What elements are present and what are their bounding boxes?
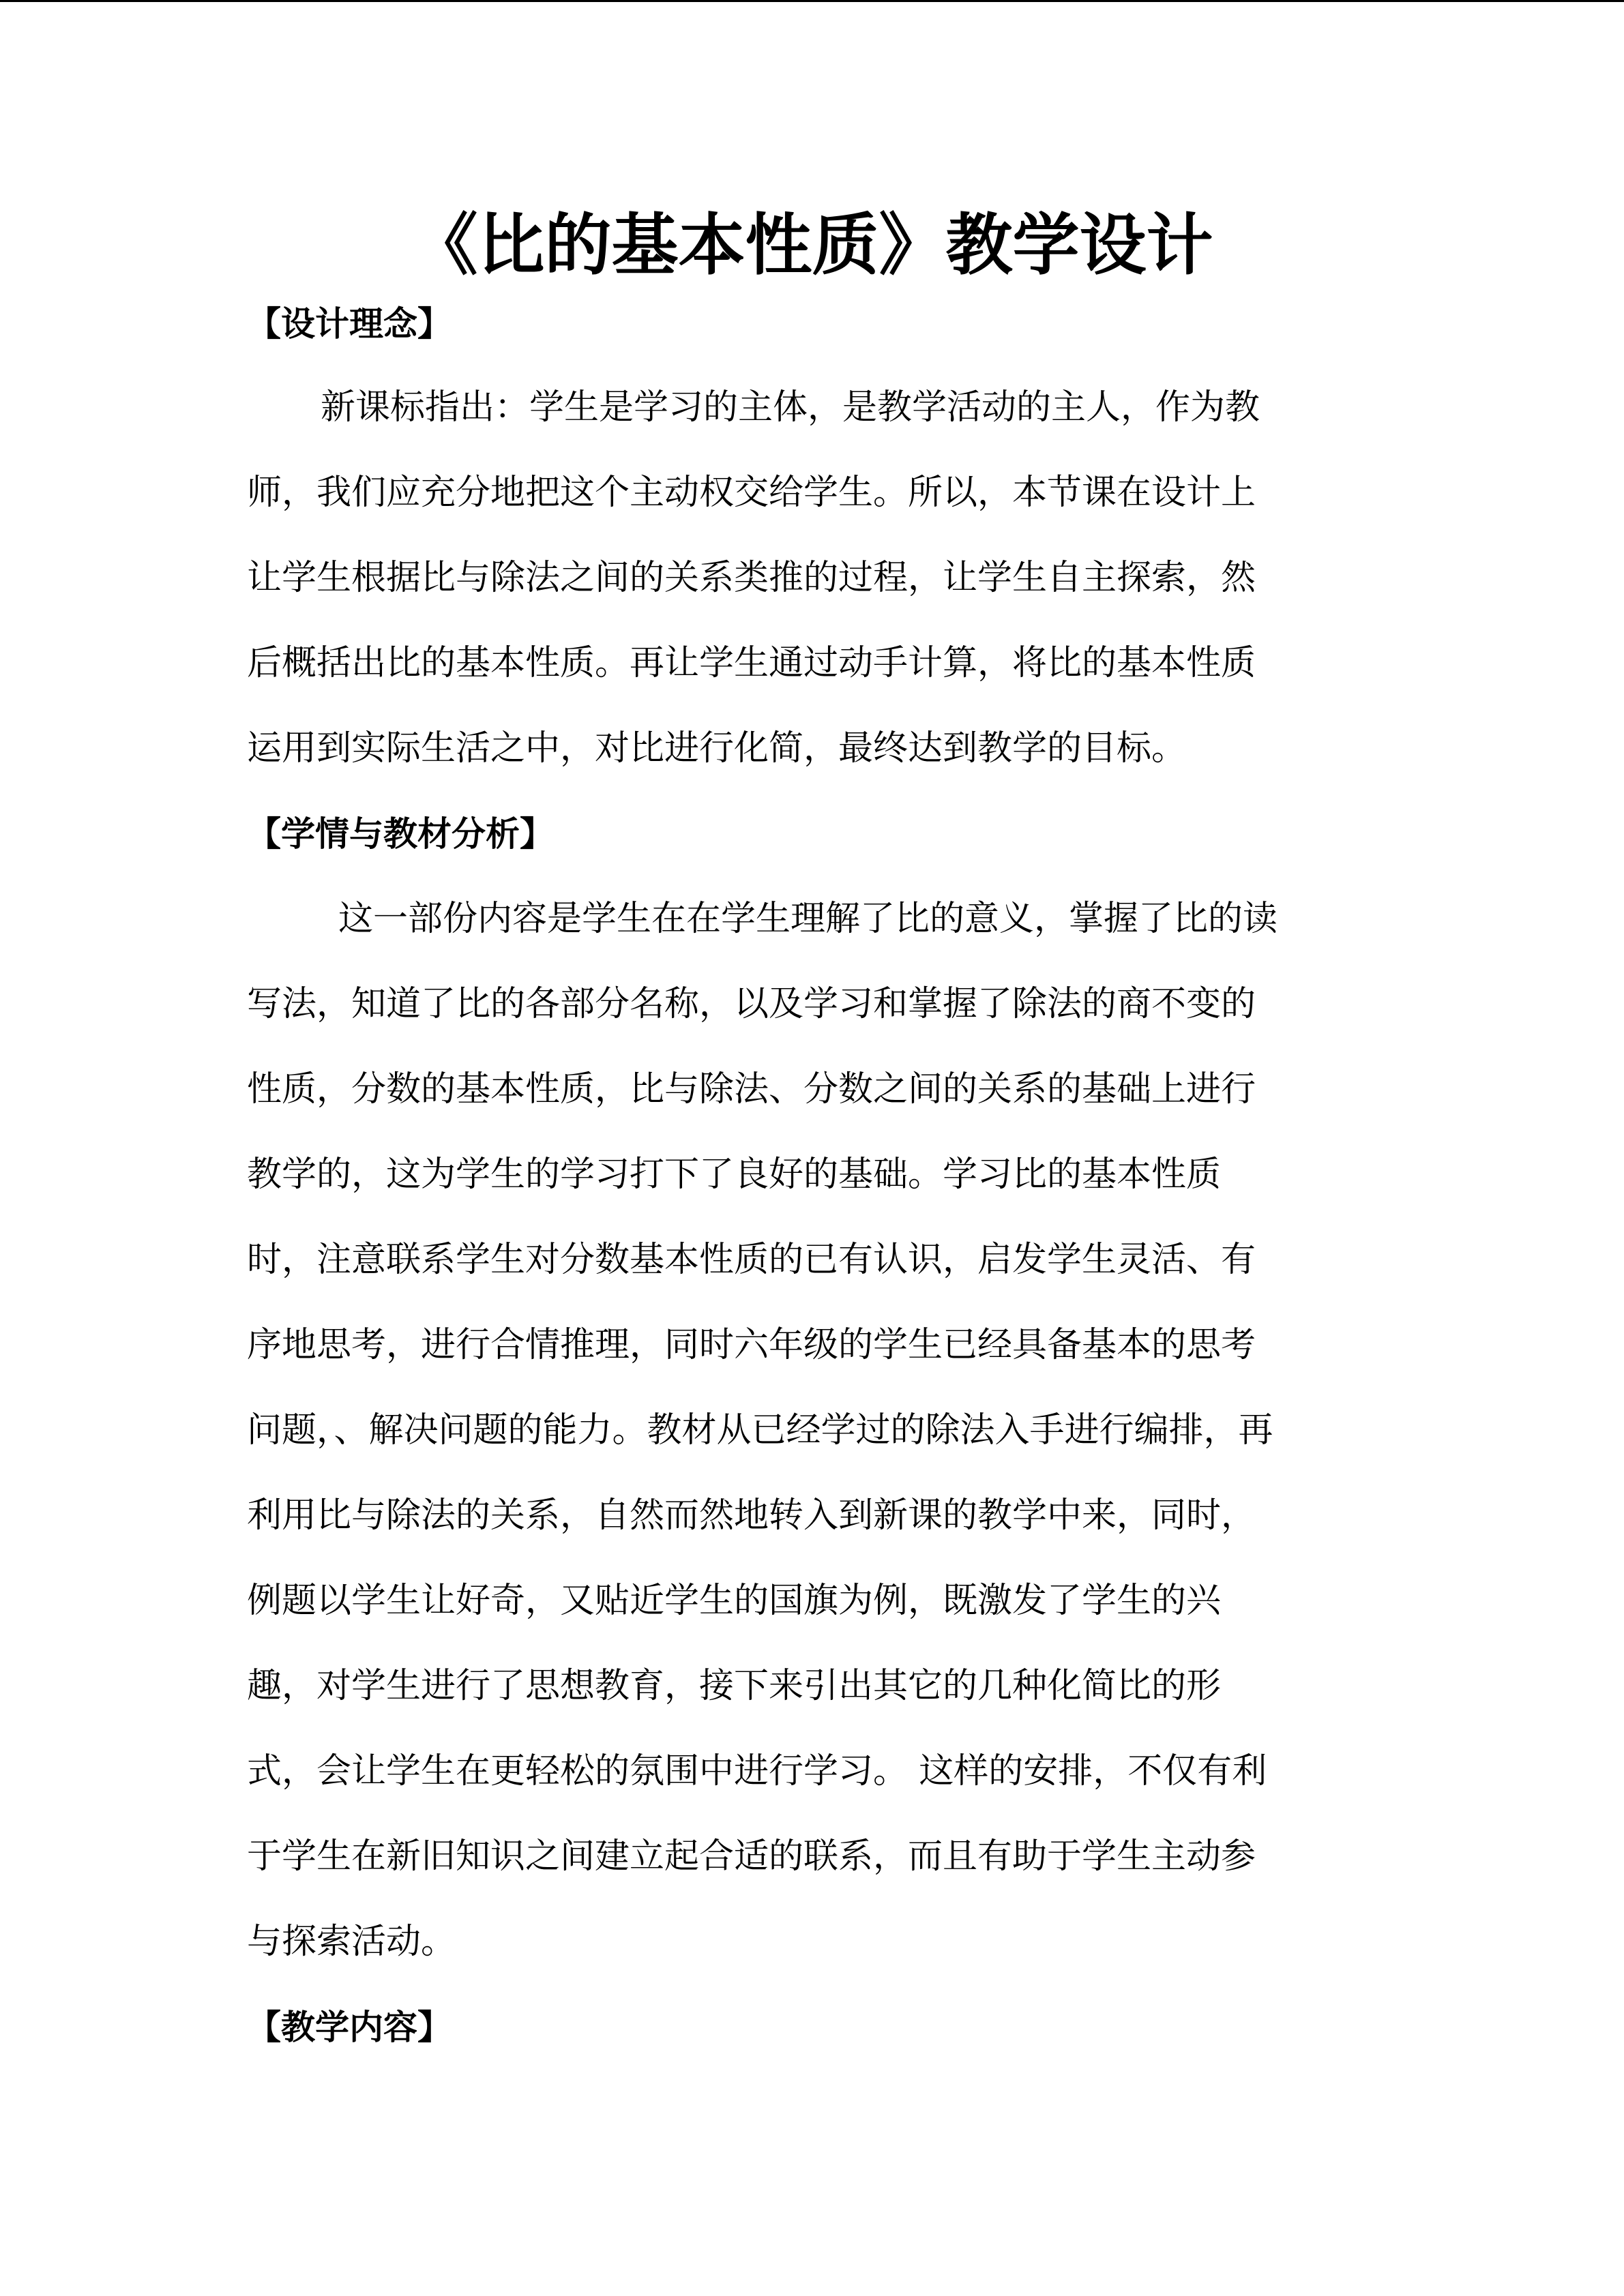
paragraph-line: 式，会让学生在更轻松的氛围中进行学习。 这样的安排，不仅有利 <box>247 1751 1267 1791</box>
paragraph-line: 与探索活动。 <box>247 1922 456 1962</box>
paragraph-line: 这一部份内容是学生在在学生理解了比的意义，掌握了比的读 <box>338 899 1278 939</box>
section-heading-design-concept: 【设计理念】 <box>247 304 452 344</box>
paragraph-line: 序地思考，进行合情推理，同时六年级的学生已经具备基本的思考 <box>247 1325 1256 1365</box>
paragraph-line: 于学生在新旧知识之间建立起合适的联系，而且有助于学生主动参 <box>247 1836 1256 1877</box>
paragraph-line: 新课标指出：学生是学习的主体，是教学活动的主人，作为教 <box>321 387 1260 428</box>
paragraph-line: 趣，对学生进行了思想教育，接下来引出其它的几种化简比的形 <box>247 1666 1222 1706</box>
paragraph-line: 让学生根据比与除法之间的关系类推的过程，让学生自主探索，然 <box>247 558 1256 598</box>
paragraph-line: 师，我们应充分地把这个主动权交给学生。所以，本节课在设计上 <box>247 473 1256 513</box>
document-title: 《比的基本性质》教学设计 <box>411 207 1213 284</box>
paragraph-line: 问题，、解决问题的能力。教材从已经学过的除法入手进行编排，再 <box>247 1410 1273 1450</box>
paragraph-line: 写法，知道了比的各部分名称，以及学习和掌握了除法的商不变的 <box>247 984 1256 1024</box>
paragraph-line: 性质，分数的基本性质，比与除法、分数之间的关系的基础上进行 <box>247 1069 1256 1109</box>
page-top-border <box>0 0 1624 2</box>
section-heading-analysis: 【学情与教材分析】 <box>247 814 554 854</box>
paragraph-line: 教学的，这为学生的学习打下了良好的基础。学习比的基本性质 <box>247 1154 1222 1195</box>
paragraph-line: 例题以学生让好奇，又贴近学生的国旗为例，既激发了学生的兴 <box>247 1581 1222 1621</box>
paragraph-line: 时，注意联系学生对分数基本性质的已有认识，启发学生灵活、有 <box>247 1240 1256 1280</box>
paragraph-line: 后概括出比的基本性质。再让学生通过动手计算，将比的基本性质 <box>247 643 1256 683</box>
paragraph-line: 利用比与除法的关系，自然而然地转入到新课的教学中来，同时， <box>247 1495 1256 1536</box>
section-heading-teaching-content: 【教学内容】 <box>247 2008 452 2047</box>
paragraph-line: 运用到实际生活之中，对比进行化简，最终达到教学的目标。 <box>247 728 1187 769</box>
